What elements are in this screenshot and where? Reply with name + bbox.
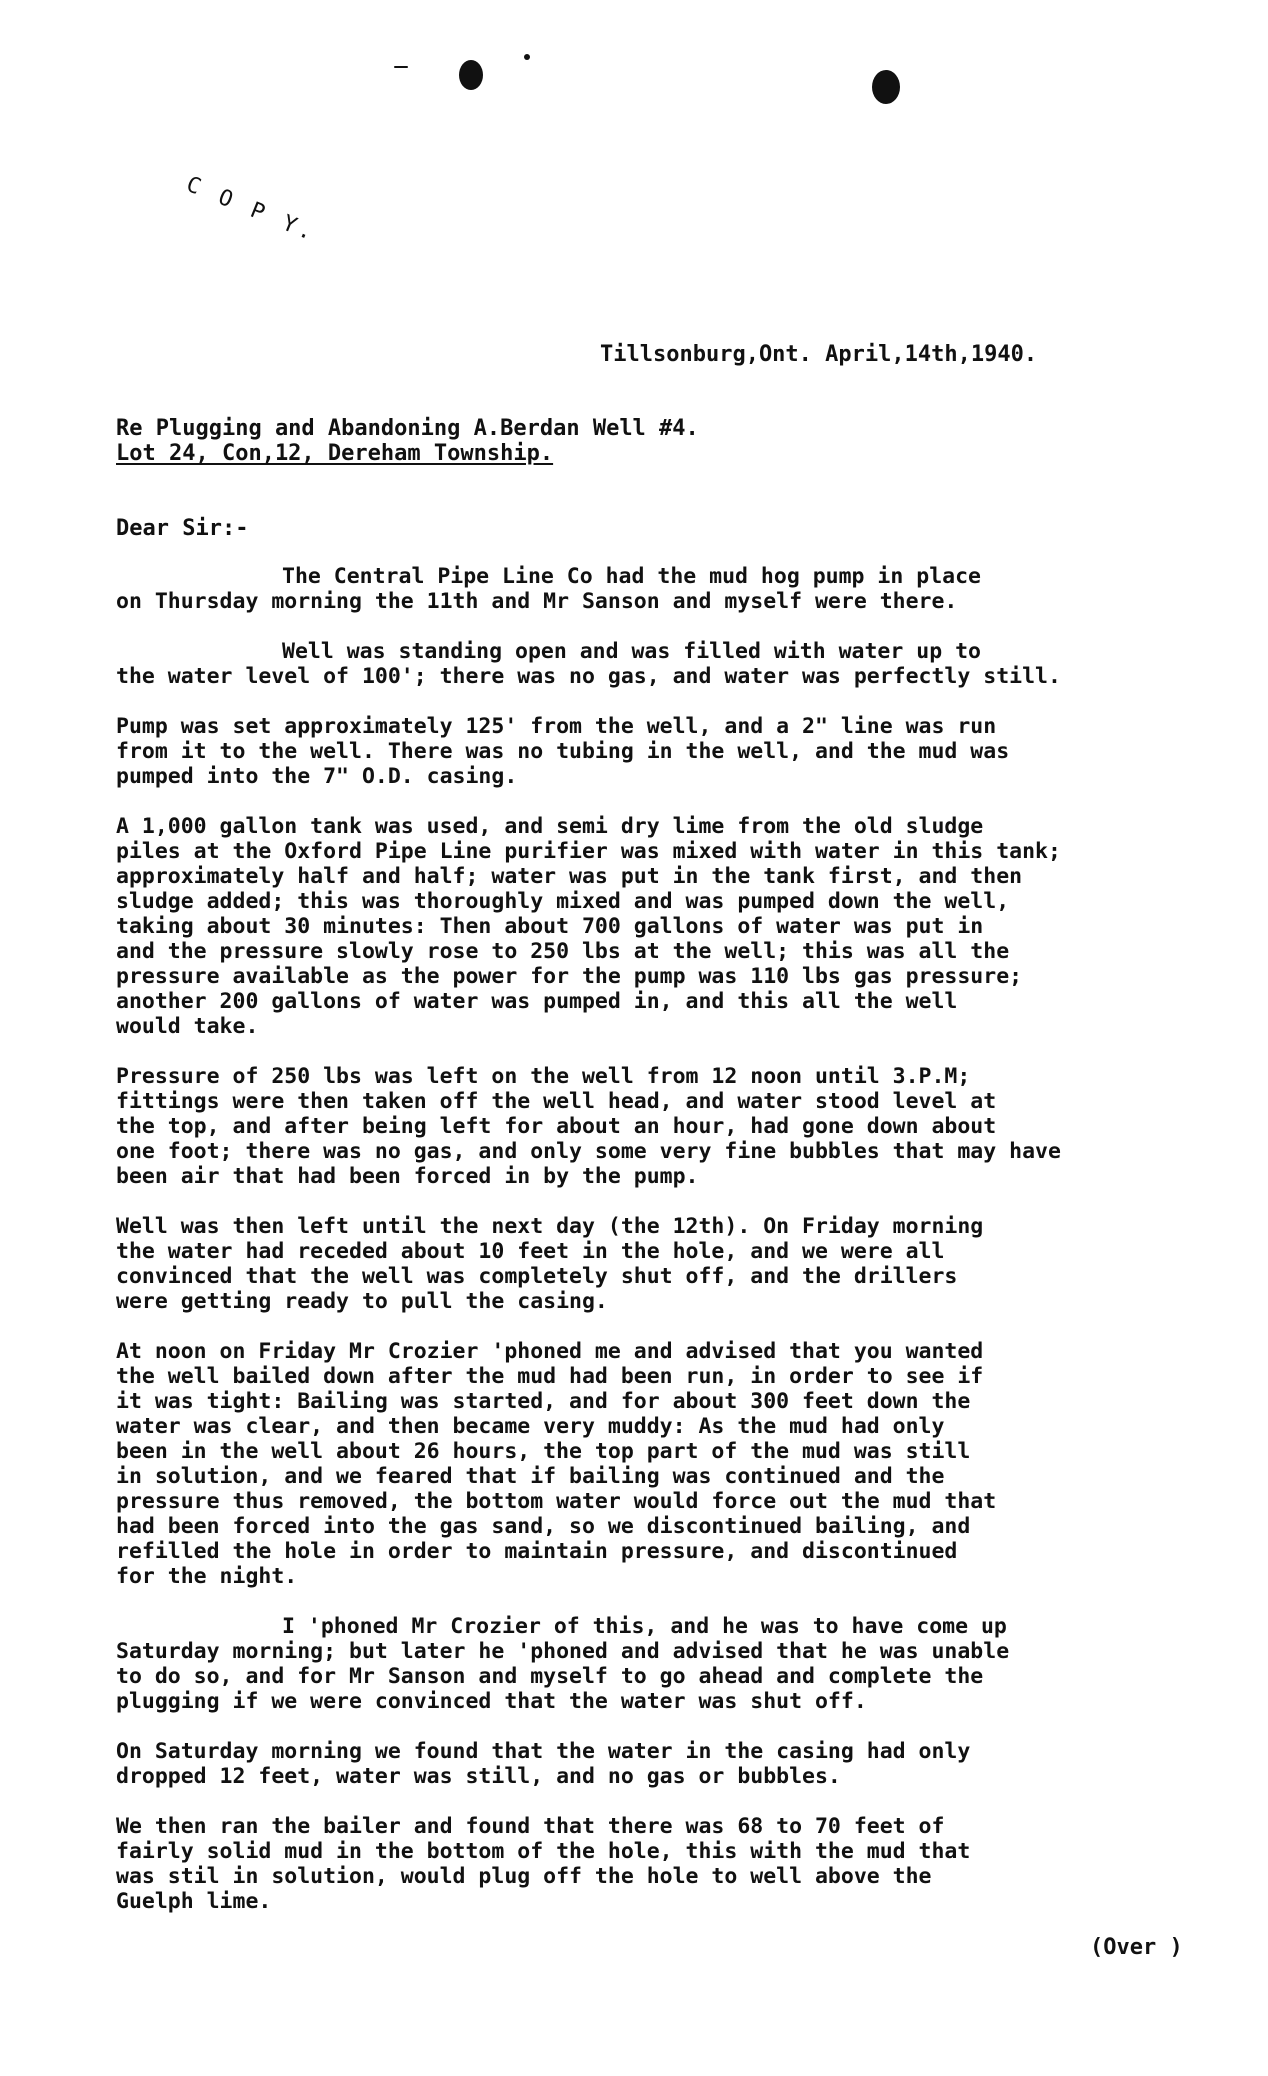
body-paragraph: I 'phoned Mr Crozier of this, and he was to have come up Saturday morning; but later he 'phoned and advised that he was unable to do so, and for Mr Sanson and myself to go ahead and complete the plugging if we were convinced that the water was shut off. (116, 1614, 1010, 1714)
body-paragraph: Well was then left until the next day (the 12th). On Friday morning the water had receded about 10 feet in the hole, and we were all convinced that the well was completely shut off, and the drillers were getting ready to pull the casing. (116, 1214, 984, 1314)
body-paragraph: The Central Pipe Line Co had the mud hog pump in place on Thursday morning the 11th and Mr Sanson and myself were there. (116, 564, 981, 614)
page-turn-note: (Over ) (1090, 1935, 1183, 1960)
body-paragraph: Pressure of 250 lbs was left on the well from 12 noon until 3.P.M; fittings were then taken off the well head, and water stood level at the top, and after being left for about an hour, had gone down about one foot; there was no gas, and only some very fine bubbles that may have been air that had been forced in by the pump. (116, 1064, 1061, 1189)
letter-dateline: Tillsonburg,Ont. April,14th,1940. (600, 342, 1038, 367)
body-paragraph: We then ran the bailer and found that there was 68 to 70 feet of fairly solid mud in the bottom of the hole, this with the mud that was stil in solution, would plug off the hole to well above the Guelph lime. (116, 1814, 971, 1914)
subject-location: Lot 24, Con,12, Dereham Township. (116, 441, 554, 466)
ink-speck (524, 54, 530, 60)
ink-blot (872, 70, 900, 104)
ink-blot (459, 60, 483, 90)
letter-body (116, 564, 1226, 1939)
subject-line: Re Plugging and Abandoning A.Berdan Well #4. (116, 416, 699, 441)
copy-stamp: C O P Y. (182, 172, 320, 247)
body-paragraph: On Saturday morning we found that the water in the casing had only dropped 12 feet, water was still, and no gas or bubbles. (116, 1739, 971, 1789)
body-paragraph: Pump was set approximately 125' from the well, and a 2" line was run from it to the well. There was no tubing in the well, and the mud was pumped into the 7" O.D. casing. (116, 714, 1010, 789)
salutation: Dear Sir:- (116, 516, 249, 541)
subject-block (116, 416, 699, 466)
ink-speck (394, 66, 408, 68)
body-paragraph: A 1,000 gallon tank was used, and semi dry lime from the old sludge piles at the Oxford Pipe Line purifier was mixed with water in this tank; approximately half and half; water was put in the tank first, and then sludge added; this was thoroughly mixed and was pumped down the well, taking about 30 minutes: Then about 700 gallons of water was put in and the pressure slowly rose to 250 lbs at the well; this was all the pressure available as the power for the pump was 110 lbs gas pressure; another 200 gallons of water was pumped in, and this all the well would take. (116, 814, 1061, 1039)
body-paragraph: At noon on Friday Mr Crozier 'phoned me and advised that you wanted the well bailed down after the mud had been run, in order to see if it was tight: Bailing was started, and for about 300 feet down the water was clear, and then became very muddy: As the mud had only been in the well about 26 hours, the top part of the mud was still in solution, and we feared that if bailing was continued and the pressure thus removed, the bottom water would force out the mud that had been forced into the gas sand, so we discontinued bailing, and refilled the hole in order to maintain pressure, and discontinued for the night. (116, 1339, 997, 1589)
body-paragraph: Well was standing open and was filled with water up to the water level of 100'; there was no gas, and water was perfectly still. (116, 639, 1061, 689)
